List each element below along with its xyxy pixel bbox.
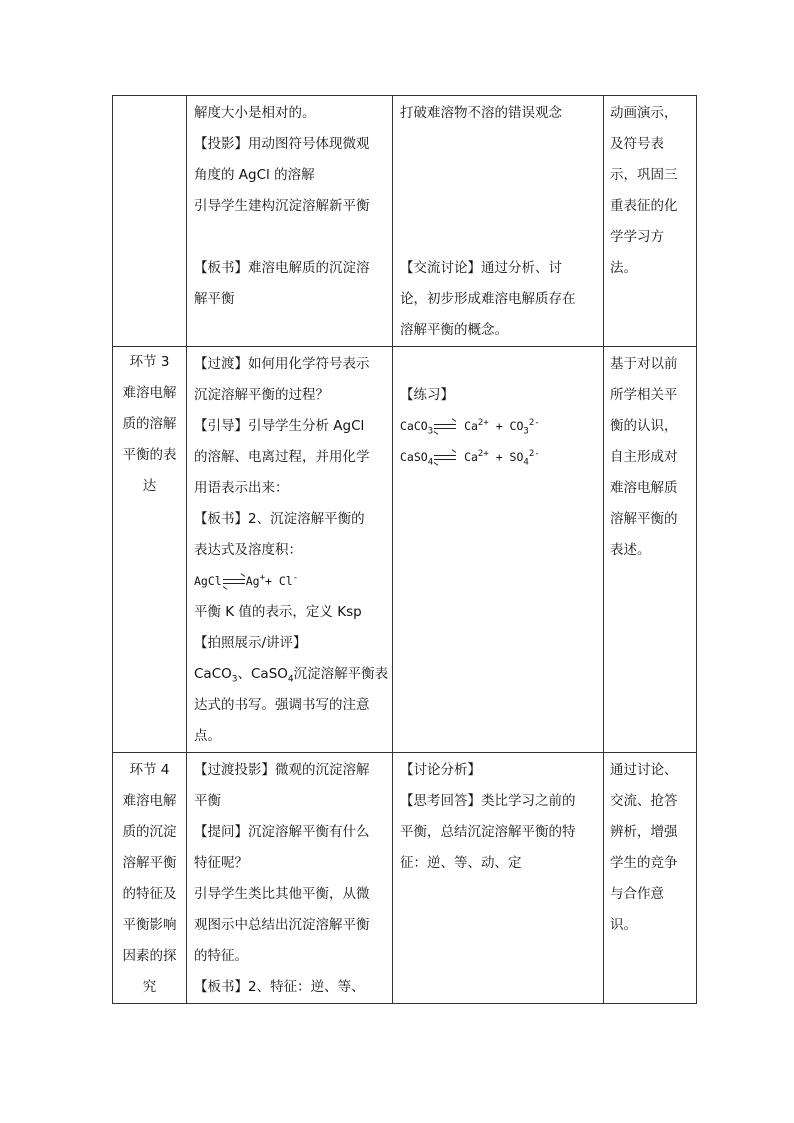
text-line: 征：逆、等、动、定 bbox=[400, 855, 522, 871]
text-line: 【拍照展示/讲评】 bbox=[194, 635, 307, 651]
stage-line: 平衡影响 bbox=[122, 917, 177, 933]
text-line: 论，初步形成难溶电解质存在 bbox=[400, 291, 576, 307]
stage-line: 质的沉淀 bbox=[122, 824, 177, 840]
text-line: 衡的认识， bbox=[610, 418, 678, 434]
text-line: 交流、抢答 bbox=[610, 793, 678, 809]
text-line: 溶解平衡的 bbox=[610, 511, 678, 527]
student-activity-cell bbox=[393, 96, 604, 347]
text-line: 【板书】2、沉淀溶解平衡的 bbox=[194, 511, 365, 527]
text-line: 动画演示， bbox=[610, 105, 678, 121]
text-line: 通过讨论、 bbox=[610, 762, 678, 778]
stage-line: 的特征及 bbox=[122, 886, 177, 902]
text-line: 角度的 AgCl 的溶解 bbox=[194, 167, 315, 183]
text-line: 解平衡 bbox=[194, 291, 235, 307]
text-line: 【投影】用动图符号体现微观 bbox=[194, 136, 370, 152]
text-line: 【板书】难溶电解质的沉淀溶 bbox=[194, 260, 370, 276]
text-line: 用语表示出来： bbox=[194, 480, 289, 496]
text-line: 难溶电解质 bbox=[610, 480, 678, 496]
stage-line: 难溶电解 bbox=[122, 385, 177, 401]
table-row bbox=[113, 753, 697, 1004]
text-line: 【交流讨论】通过分析、讨 bbox=[400, 260, 562, 276]
text-line: 点。 bbox=[194, 728, 221, 744]
text-line: 沉淀溶解平衡的过程？ bbox=[194, 387, 329, 403]
stage-line: 质的溶解 bbox=[122, 416, 177, 432]
caco3-equation: CaCO$_3$ $Ca^{2+} + CO_3^{2-}$ bbox=[400, 418, 540, 437]
text-line: 基于对以前 bbox=[610, 356, 678, 372]
text-line: 及符号表 bbox=[610, 136, 664, 152]
spacer bbox=[194, 222, 392, 253]
text-line: 【过渡投影】微观的沉淀溶解 bbox=[194, 762, 370, 778]
agcl-equation: AgCl Ag++ Cl- bbox=[194, 573, 299, 588]
stage-line: 平衡的表 bbox=[122, 447, 177, 463]
student-activity-cell bbox=[393, 347, 604, 753]
stage-line: 溶解平衡 bbox=[122, 855, 177, 871]
text-line: 平衡 K 值的表示，定义 Ksp bbox=[194, 604, 362, 620]
teacher-activity-cell bbox=[187, 753, 393, 1004]
stage-line: 环节 4 bbox=[129, 762, 170, 778]
text-line: 与合作意 bbox=[610, 886, 664, 902]
text-line: 【提问】沉淀溶解平衡有什么 bbox=[194, 824, 370, 840]
stage-cell bbox=[113, 347, 187, 753]
text-line: 平衡 bbox=[194, 793, 221, 809]
text-line: CaCO$_3$、CaSO$_4$沉淀溶解平衡表 bbox=[194, 666, 389, 685]
equilibrium-arrow-icon bbox=[223, 577, 245, 587]
text-line: 表述。 bbox=[610, 542, 651, 558]
text-line: 识。 bbox=[610, 917, 637, 933]
stage-line: 难溶电解 bbox=[122, 793, 177, 809]
text-line: 法。 bbox=[610, 260, 637, 276]
stage-line: 达 bbox=[142, 478, 157, 494]
text-line: 表达式及溶度积： bbox=[194, 542, 302, 558]
text-line: 【板书】2、特征：逆、等、 bbox=[194, 979, 365, 995]
stage-cell bbox=[113, 96, 187, 347]
text-line: 示，巩固三 bbox=[610, 167, 678, 183]
design-intent-cell bbox=[604, 753, 697, 1004]
text-line: 所学相关平 bbox=[610, 387, 678, 403]
text-line: 引导学生类比其他平衡，从微 bbox=[194, 886, 370, 902]
text-line: 解度大小是相对的。 bbox=[194, 105, 316, 121]
teacher-activity-cell bbox=[187, 347, 393, 753]
text-line: 观图示中总结出沉淀溶解平衡 bbox=[194, 917, 370, 933]
text-line: 的溶解、电离过程，并用化学 bbox=[194, 449, 370, 465]
text-line: 打破难溶物不溶的错误观念 bbox=[400, 105, 562, 121]
table-row bbox=[113, 96, 697, 347]
stage-line: 因素的探 bbox=[122, 948, 177, 964]
equilibrium-arrow-icon bbox=[434, 453, 456, 463]
design-intent-cell bbox=[604, 96, 697, 347]
text-line: 【讨论分析】 bbox=[400, 762, 481, 778]
text-line: 平衡，总结沉淀溶解平衡的特 bbox=[400, 824, 576, 840]
equilibrium-arrow-icon bbox=[434, 422, 456, 432]
text-line: 特征呢？ bbox=[194, 855, 248, 871]
teacher-activity-cell bbox=[187, 96, 393, 347]
text-line: 学学习方 bbox=[610, 229, 664, 245]
table-row bbox=[113, 347, 697, 753]
student-activity-cell bbox=[393, 753, 604, 1004]
text-line: 重表征的化 bbox=[610, 198, 678, 214]
text-line: 自主形成对 bbox=[610, 449, 678, 465]
text-line: 【过渡】如何用化学符号表示 bbox=[194, 356, 370, 372]
caso4-equation: CaSO$_4$ $Ca^{2+} + SO_4^{2-}$ bbox=[400, 449, 540, 468]
text-line: 学生的竞争 bbox=[610, 855, 678, 871]
stage-cell bbox=[113, 753, 187, 1004]
text-line: 溶解平衡的概念。 bbox=[400, 322, 508, 338]
text-line: 【练习】 bbox=[400, 387, 454, 403]
text-line: 引导学生建构沉淀溶解新平衡 bbox=[194, 198, 370, 214]
lesson-plan-table bbox=[112, 95, 697, 1004]
text-line: 【思考回答】类比学习之前的 bbox=[400, 793, 576, 809]
stage-line: 究 bbox=[142, 979, 157, 995]
text-line: 达式的书写。强调书写的注意 bbox=[194, 697, 370, 713]
text-line: 的特征。 bbox=[194, 948, 248, 964]
design-intent-cell bbox=[604, 347, 697, 753]
text-line: 辨析，增强 bbox=[610, 824, 678, 840]
text-line: 【引导】引导学生分析 AgCl bbox=[194, 418, 365, 434]
stage-line: 环节 3 bbox=[129, 354, 170, 370]
